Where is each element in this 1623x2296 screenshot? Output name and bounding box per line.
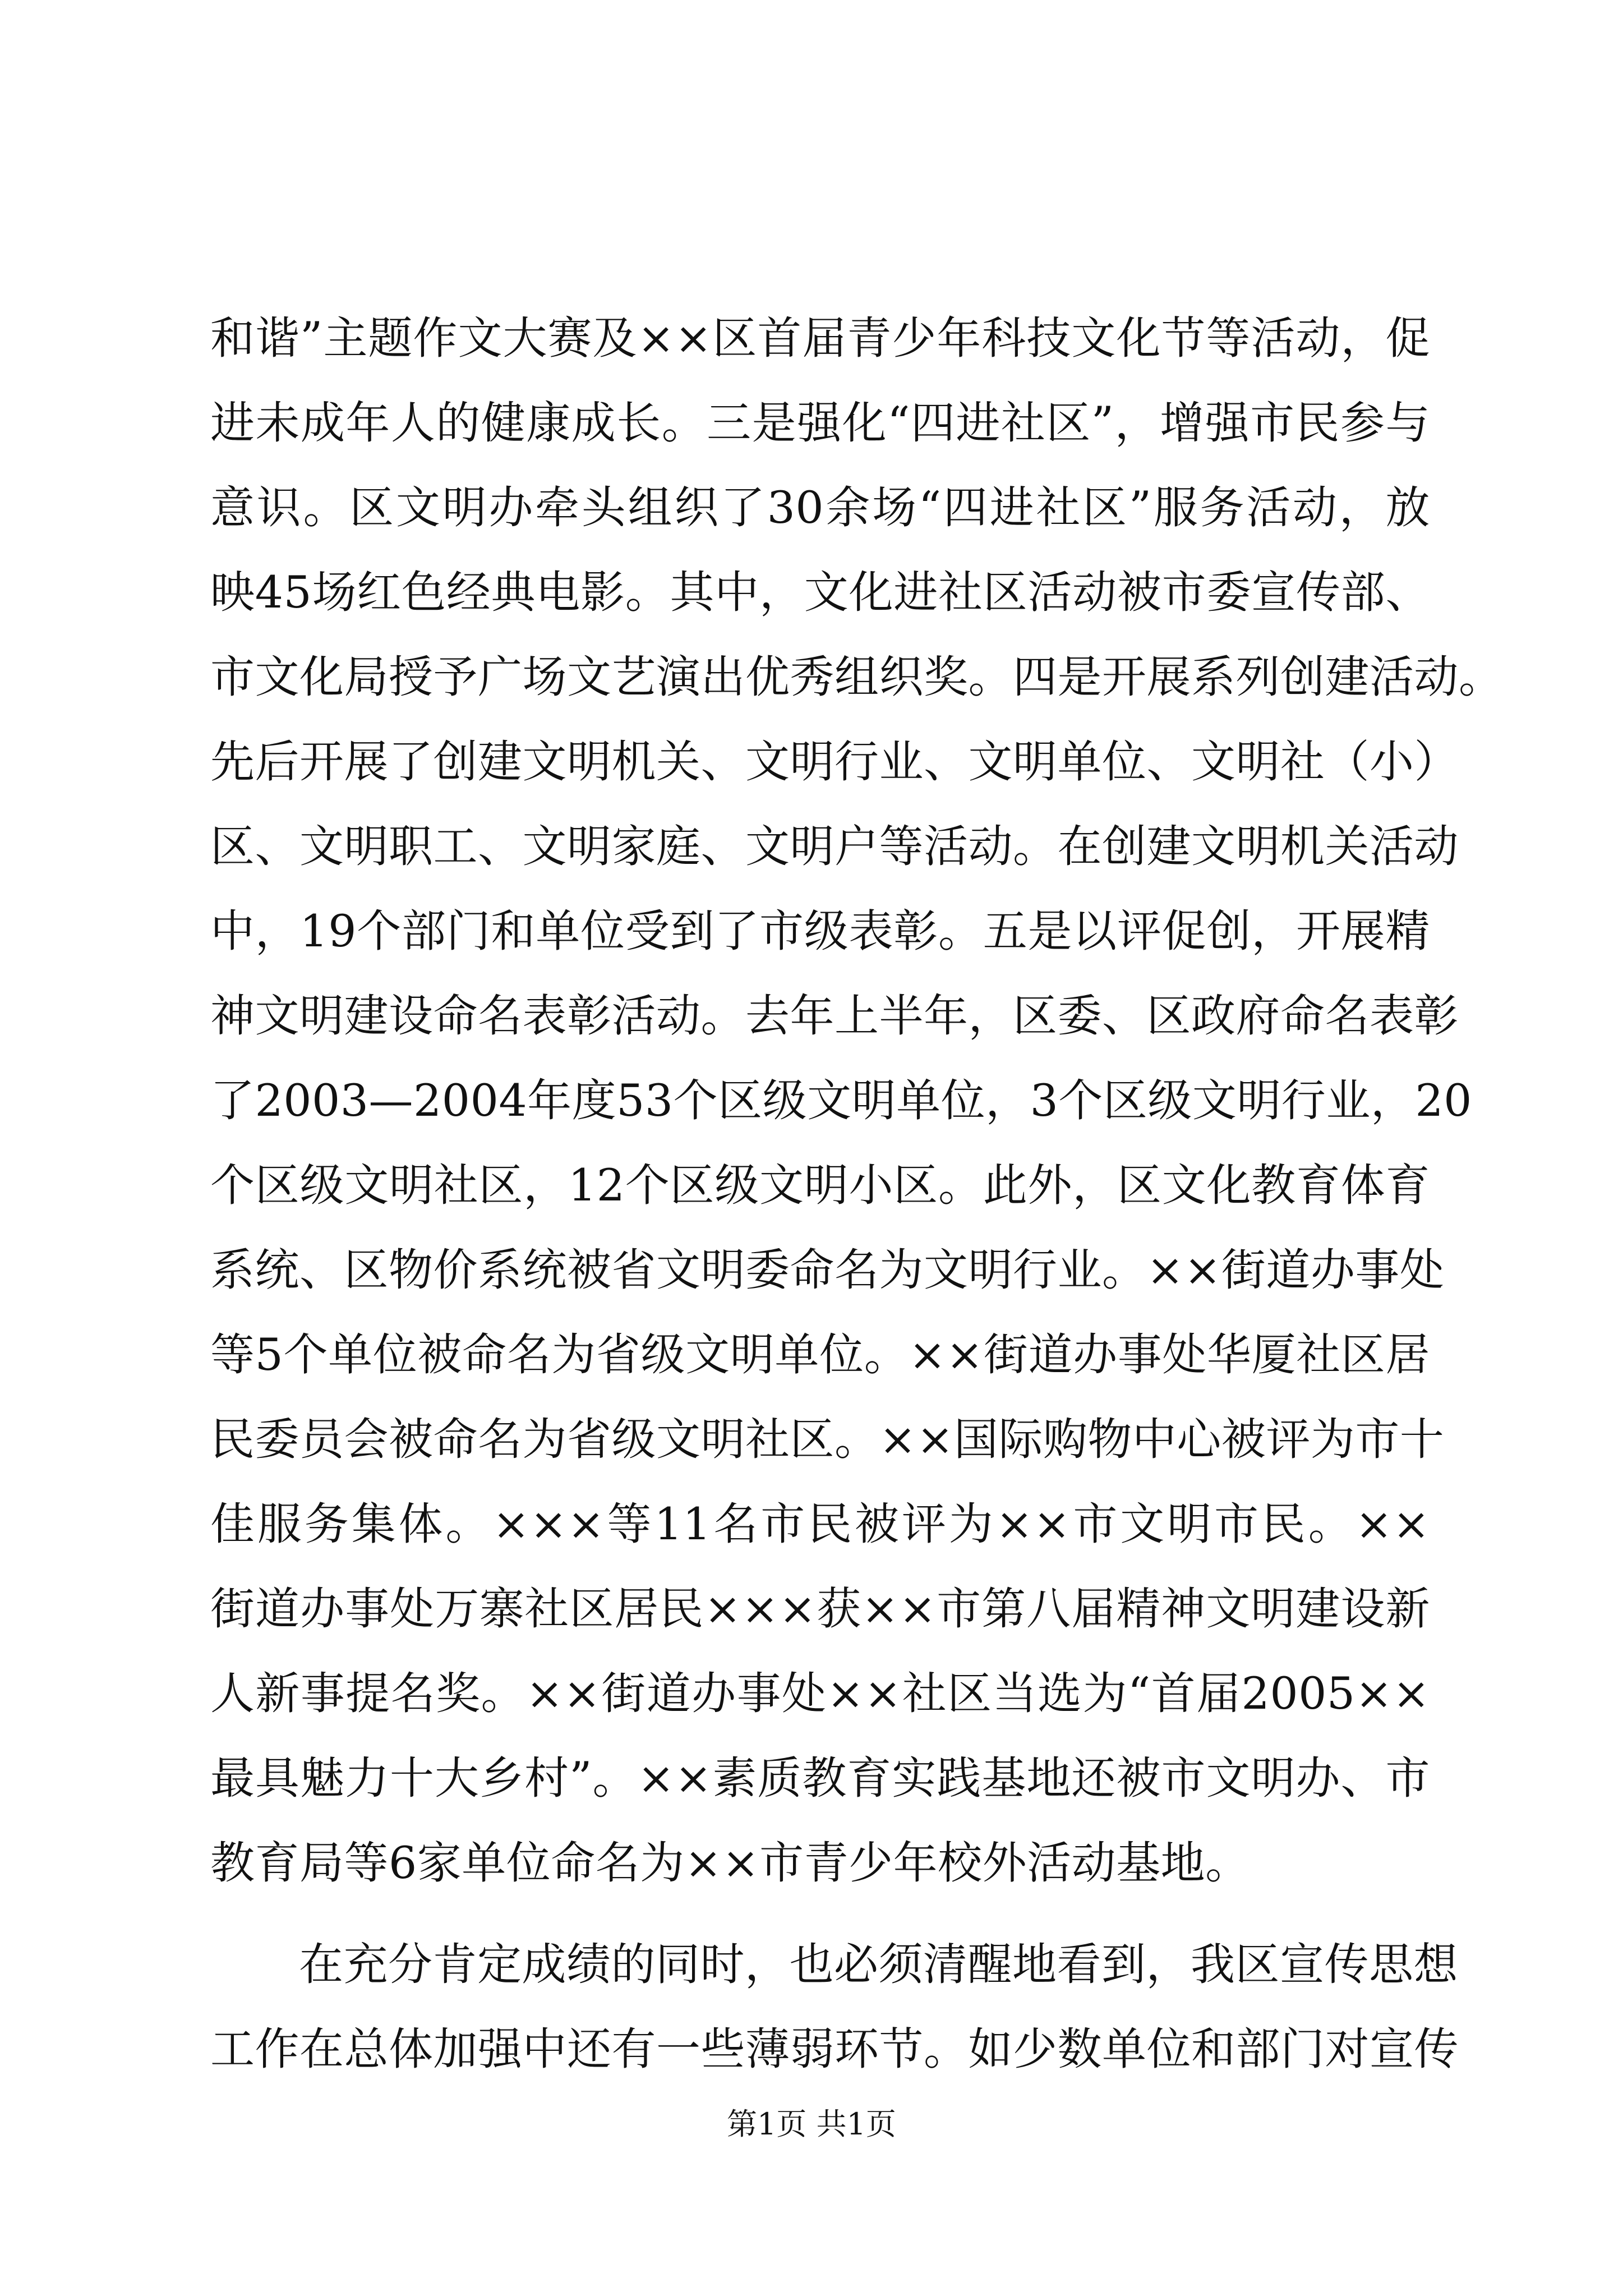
text-line: 工作在总体加强中还有一些薄弱环节。如少数单位和部门对宣传 bbox=[210, 2023, 1459, 2075]
text-line: 在充分肯定成绩的同时，也必须清醒地看到，我区宣传思想 bbox=[299, 1939, 1458, 1990]
text-line: 中，19个部门和单位受到了市级表彰。五是以评促创，开展精 bbox=[210, 905, 1430, 957]
paragraph bbox=[210, 1922, 1459, 2092]
text-line: 映45场红色经典电影。其中，文化进社区活动被市委宣传部、 bbox=[210, 567, 1430, 618]
text-line: 系统、区物价系统被省文明委命名为文明行业。××街道办事处 bbox=[210, 1244, 1445, 1296]
text-line: 市文化局授予广场文艺演出优秀组织奖。四是开展系列创建活动。 bbox=[210, 651, 1504, 703]
text-line: 民委员会被命名为省级文明社区。××国际购物中心被评为市十 bbox=[210, 1414, 1445, 1465]
text-line: 人新事提名奖。××街道办事处××社区当选为“首届2005×× bbox=[210, 1668, 1430, 1719]
text-line: 街道办事处万寨社区居民×××获××市第八届精神文明建设新 bbox=[210, 1583, 1430, 1635]
text-line: 进未成年人的健康成长。三是强化“四进社区”，增强市民参与 bbox=[210, 397, 1430, 449]
text-line: 了2003—2004年度53个区级文明单位，3个区级文明行业，20 bbox=[210, 1075, 1472, 1126]
text-line: 意识。区文明办牵头组织了30余场“四进社区”服务活动，放 bbox=[210, 482, 1430, 533]
text-line: 最具魅力十大乡村”。××素质教育实践基地还被市文明办、市 bbox=[210, 1752, 1430, 1804]
text-line: 个区级文明社区，12个区级文明小区。此外，区文化教育体育 bbox=[210, 1159, 1430, 1211]
text-line: 等5个单位被命名为省级文明单位。××街道办事处华厦社区居 bbox=[210, 1329, 1430, 1381]
text-line: 佳服务集体。×××等11名市民被评为××市文明市民。×× bbox=[210, 1498, 1430, 1550]
document-body bbox=[210, 296, 1504, 2092]
text-line: 神文明建设命名表彰活动。去年上半年，区委、区政府命名表彰 bbox=[210, 990, 1459, 1042]
text-line: 先后开展了创建文明机关、文明行业、文明单位、文明社（小） bbox=[210, 736, 1459, 788]
paragraph bbox=[210, 296, 1504, 1906]
text-line: 区、文明职工、文明家庭、文明户等活动。在创建文明机关活动 bbox=[210, 821, 1459, 872]
text-line: 和谐”主题作文大赛及××区首届青少年科技文化节等活动，促 bbox=[210, 312, 1430, 364]
text-line: 教育局等6家单位命名为××市青少年校外活动基地。 bbox=[210, 1837, 1250, 1889]
page-number-footer: 第1页 共1页 bbox=[727, 2106, 896, 2142]
